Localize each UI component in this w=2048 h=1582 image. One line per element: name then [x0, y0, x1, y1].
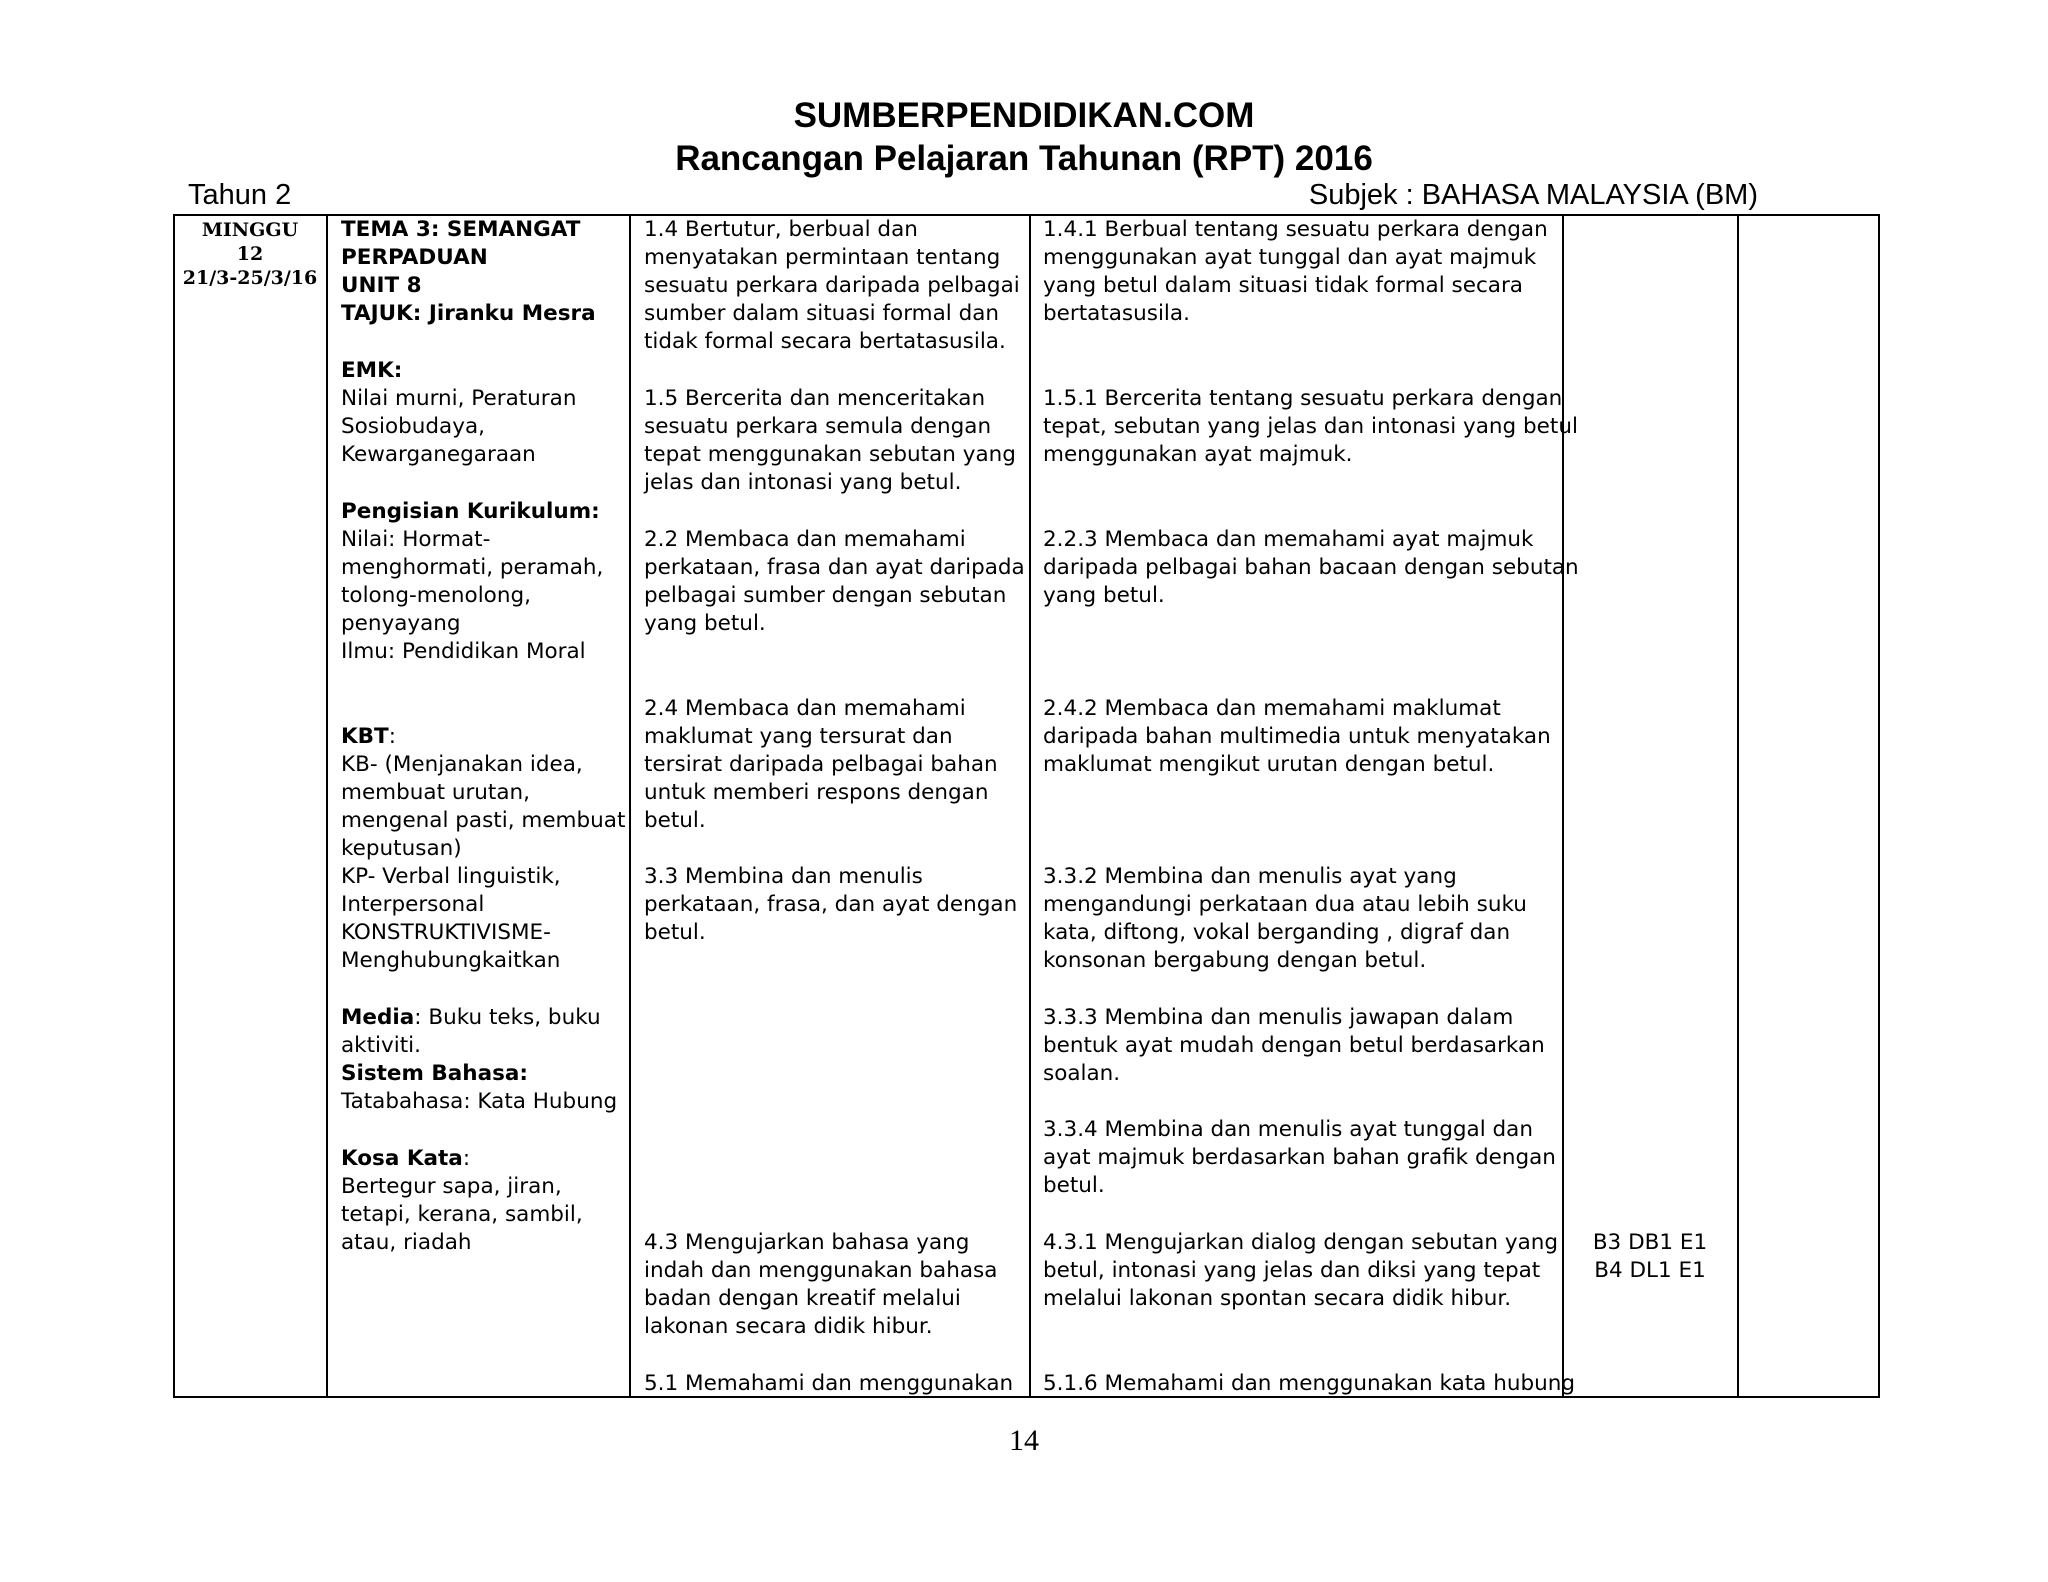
evidence-code: B4 DL1 E1: [1594, 1258, 1706, 1283]
learning-line: betul, intonasi yang jelas dan diksi yang tepat: [1043, 1258, 1541, 1283]
standard-line: indah dan menggunakan bahasa: [644, 1258, 998, 1283]
kbt-line: Menghubungkaitkan: [341, 948, 561, 973]
week-dates: 21/3-25/3/16: [182, 267, 318, 289]
evidence-code: B3 DB1 E1: [1592, 1230, 1708, 1255]
kbt-label: KBT: [341, 724, 389, 749]
language-system-heading: Sistem Bahasa:: [341, 1061, 529, 1086]
topic-label: TAJUK: Jiranku Mesra: [341, 301, 596, 326]
standard-line: perkataan, frasa dan ayat daripada: [644, 555, 1025, 580]
learning-line: soalan.: [1043, 1061, 1121, 1086]
learning-line: konsonan bergabung dengan betul.: [1043, 948, 1427, 973]
standard-line: menyatakan permintaan tentang: [644, 245, 1001, 270]
standard-line: sesuatu perkara semula dengan: [644, 414, 992, 439]
page-number: 14: [1009, 1424, 1039, 1457]
week-cell: [176, 218, 324, 290]
standard-line: 2.2 Membaca dan memahami: [644, 527, 966, 552]
standard-line: tidak formal secara bertatasusila.: [644, 329, 1006, 354]
standard-line: maklumat yang tersurat dan: [644, 724, 953, 749]
standard-line: lakonan secara didik hibur.: [644, 1314, 933, 1339]
curriculum-line: Ilmu: Pendidikan Moral: [341, 639, 586, 664]
kbt-heading: [341, 723, 396, 751]
site-name: SUMBERPENDIDIKAN.COM: [793, 96, 1255, 135]
document-title: Rancangan Pelajaran Tahunan (RPT) 2016: [675, 139, 1373, 178]
learning-line: menggunakan ayat tunggal dan ayat majmuk: [1043, 245, 1537, 270]
learning-line: kata, diftong, vokal berganding , digraf dan: [1043, 920, 1511, 945]
week-number: 12: [236, 243, 264, 265]
kbt-line: Interpersonal: [341, 892, 485, 917]
kbt-line: mengenal pasti, membuat: [341, 808, 626, 833]
vocab-heading: [341, 1145, 470, 1173]
standard-line: untuk memberi respons dengan: [644, 780, 989, 805]
emk-line: Sosiobudaya,: [341, 414, 485, 439]
standard-line: 4.3 Mengujarkan bahasa yang: [644, 1230, 970, 1255]
subject-label: Subjek : BAHASA MALAYSIA (BM): [1308, 179, 1758, 211]
learning-line: bertatasusila.: [1043, 301, 1190, 326]
standard-line: betul.: [644, 808, 706, 833]
standard-line: tepat menggunakan sebutan yang: [644, 442, 1016, 467]
curriculum-line: penyayang: [341, 611, 461, 636]
kbt-line: KONSTRUKTIVISME-: [341, 920, 551, 945]
learning-line: 3.3.3 Membina dan menulis jawapan dalam: [1043, 1005, 1514, 1030]
emk-line: Nilai murni, Peraturan: [341, 386, 577, 411]
year-label: Tahun 2: [188, 179, 292, 211]
vocab-colon: :: [462, 1146, 471, 1171]
learning-line: daripada pelbagai bahan bacaan dengan sebutan: [1043, 555, 1579, 580]
vocab-line: tetapi, kerana, sambil,: [341, 1202, 583, 1227]
learning-line: betul.: [1043, 1173, 1105, 1198]
kbt-line: KB- (Menjanakan idea,: [341, 752, 583, 777]
media-line: aktiviti.: [341, 1033, 421, 1058]
standard-line: tersirat daripada pelbagai bahan: [644, 752, 998, 777]
learning-line: yang betul dalam situasi tidak formal secara: [1043, 273, 1523, 298]
learning-line: 3.3.2 Membina dan menulis ayat yang: [1043, 864, 1457, 889]
kbt-colon: :: [388, 724, 396, 749]
kbt-line: membuat urutan,: [341, 780, 530, 805]
learning-line: tepat, sebutan yang jelas dan intonasi yang betul: [1043, 414, 1578, 439]
column-divider: [1737, 214, 1739, 1398]
learning-line: 4.3.1 Mengujarkan dialog dengan sebutan yang: [1043, 1230, 1559, 1255]
learning-line: yang betul.: [1043, 583, 1165, 608]
standard-line: sesuatu perkara daripada pelbagai: [644, 273, 1020, 298]
learning-line: 1.4.1 Berbual tentang sesuatu perkara dengan: [1043, 217, 1548, 242]
learning-line: daripada bahan multimedia untuk menyatakan: [1043, 724, 1551, 749]
standard-line: yang betul.: [644, 611, 766, 636]
column-divider: [1562, 214, 1564, 1398]
kbt-line: KP- Verbal linguistik,: [341, 864, 561, 889]
learning-line: ayat majmuk berdasarkan bahan grafik dengan: [1043, 1145, 1556, 1170]
learning-line: 2.4.2 Membaca dan memahami maklumat: [1043, 696, 1501, 721]
theme-title-cont: PERPADUAN: [341, 245, 488, 270]
standard-line: 5.1 Memahami dan menggunakan: [644, 1371, 1014, 1396]
standard-line: 2.4 Membaca dan memahami: [644, 696, 966, 721]
emk-line: Kewarganegaraan: [341, 442, 536, 467]
week-label: MINGGU: [201, 219, 299, 241]
standard-line: 1.5 Bercerita dan menceritakan: [644, 386, 986, 411]
unit-label: UNIT 8: [341, 273, 422, 298]
media-label: Media: [341, 1005, 415, 1030]
column-divider: [629, 214, 631, 1398]
vocab-label: Kosa Kata: [341, 1146, 463, 1171]
standard-line: 3.3 Membina dan menulis: [644, 864, 923, 889]
standard-line: betul.: [644, 920, 706, 945]
learning-line: 3.3.4 Membina dan menulis ayat tunggal dan: [1043, 1117, 1533, 1142]
standard-line: jelas dan intonasi yang betul.: [644, 470, 962, 495]
language-system-line: Tatabahasa: Kata Hubung: [341, 1089, 618, 1114]
theme-title: TEMA 3: SEMANGAT: [341, 217, 581, 242]
emk-heading: EMK:: [341, 358, 403, 383]
learning-line: 5.1.6 Memahami dan menggunakan kata hubung: [1043, 1371, 1575, 1396]
learning-line: 2.2.3 Membaca dan memahami ayat majmuk: [1043, 527, 1534, 552]
vocab-line: Bertegur sapa, jiran,: [341, 1174, 562, 1199]
column-divider: [326, 214, 328, 1398]
media-line: [341, 1004, 601, 1032]
column-divider: [1029, 214, 1031, 1398]
learning-line: mengandungi perkataan dua atau lebih suku: [1043, 892, 1527, 917]
learning-line: melalui lakonan spontan secara didik hibur.: [1043, 1286, 1512, 1311]
standard-line: sumber dalam situasi formal dan: [644, 301, 1000, 326]
learning-line: maklumat mengikut urutan dengan betul.: [1043, 752, 1495, 777]
standard-line: badan dengan kreatif melalui: [644, 1286, 961, 1311]
learning-line: menggunakan ayat majmuk.: [1043, 442, 1353, 467]
table-border-right: [1878, 214, 1880, 1398]
standard-line: pelbagai sumber dengan sebutan: [644, 583, 1007, 608]
curriculum-line: tolong-menolong,: [341, 583, 531, 608]
curriculum-heading: Pengisian Kurikulum:: [341, 499, 600, 524]
learning-line: bentuk ayat mudah dengan betul berdasarkan: [1043, 1033, 1545, 1058]
curriculum-line: menghormati, peramah,: [341, 555, 604, 580]
table-border-left: [173, 214, 175, 1398]
vocab-line: atau, riadah: [341, 1230, 472, 1255]
standard-line: perkataan, frasa, dan ayat dengan: [644, 892, 1018, 917]
standard-line: 1.4 Bertutur, berbual dan: [644, 217, 918, 242]
kbt-line: keputusan): [341, 836, 462, 861]
curriculum-line: Nilai: Hormat-: [341, 527, 491, 552]
table-border-bottom: [173, 1396, 1880, 1398]
learning-line: 1.5.1 Bercerita tentang sesuatu perkara dengan: [1043, 386, 1563, 411]
media-text: : Buku teks, buku: [414, 1005, 601, 1030]
